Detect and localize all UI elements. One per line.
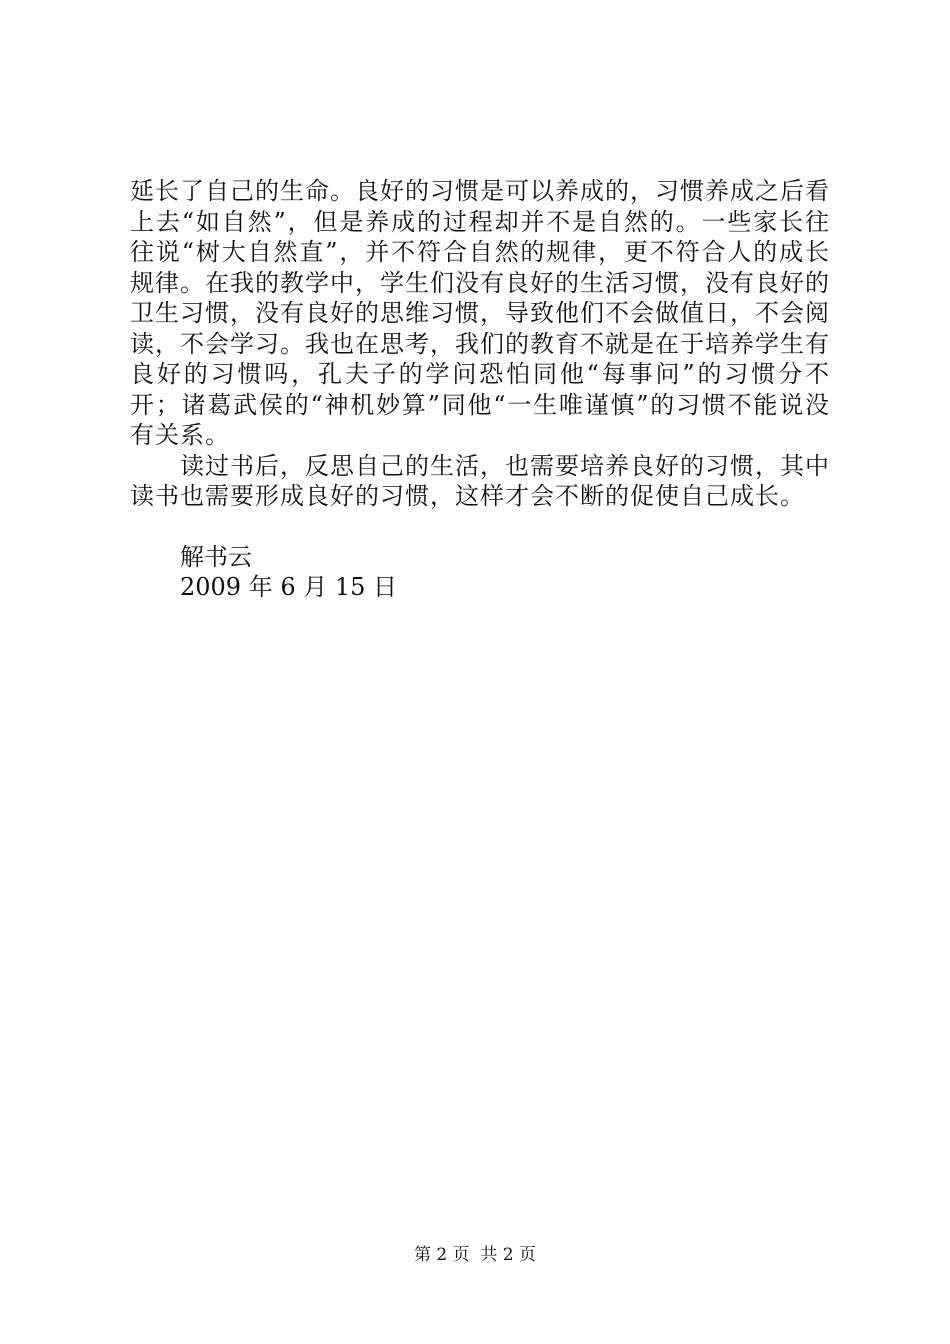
document-body bbox=[130, 176, 830, 512]
author-name: 解书云 bbox=[180, 543, 252, 571]
body-paragraph-1: 延长了自己的生命。良好的习惯是可以养成的，习惯养成之后看上去“如自然”，但是养成的过程却并不是自然的。一些家长往往说“树大自然直”，并不符合自然的规律，更不符合人的成长规律。在我的教学中，学生们没有良好的生活习惯，没有良好的卫生习惯，没有良好的思维习惯，导致他们不会做值日，不会阅读，不会学习。我也在思考，我们的教育不就是在于培养学生有良好的习惯吗，孔夫子的学问恐怕同他“每事问”的习惯分不开；诸葛武侯的“神机妙算”同他“一生唯谨慎”的习惯不能说没有关系。 bbox=[130, 177, 830, 449]
page-footer: 第 2 页 共 2 页 bbox=[413, 1245, 537, 1265]
signature-date: 2009 年 6 月 15 日 bbox=[180, 573, 398, 601]
body-paragraph-2: 读过书后，反思自己的生活，也需要培养良好的习惯，其中读书也需要形成良好的习惯，这样才会不断的促使自己成长。 bbox=[130, 451, 830, 510]
signature-block bbox=[180, 542, 397, 602]
